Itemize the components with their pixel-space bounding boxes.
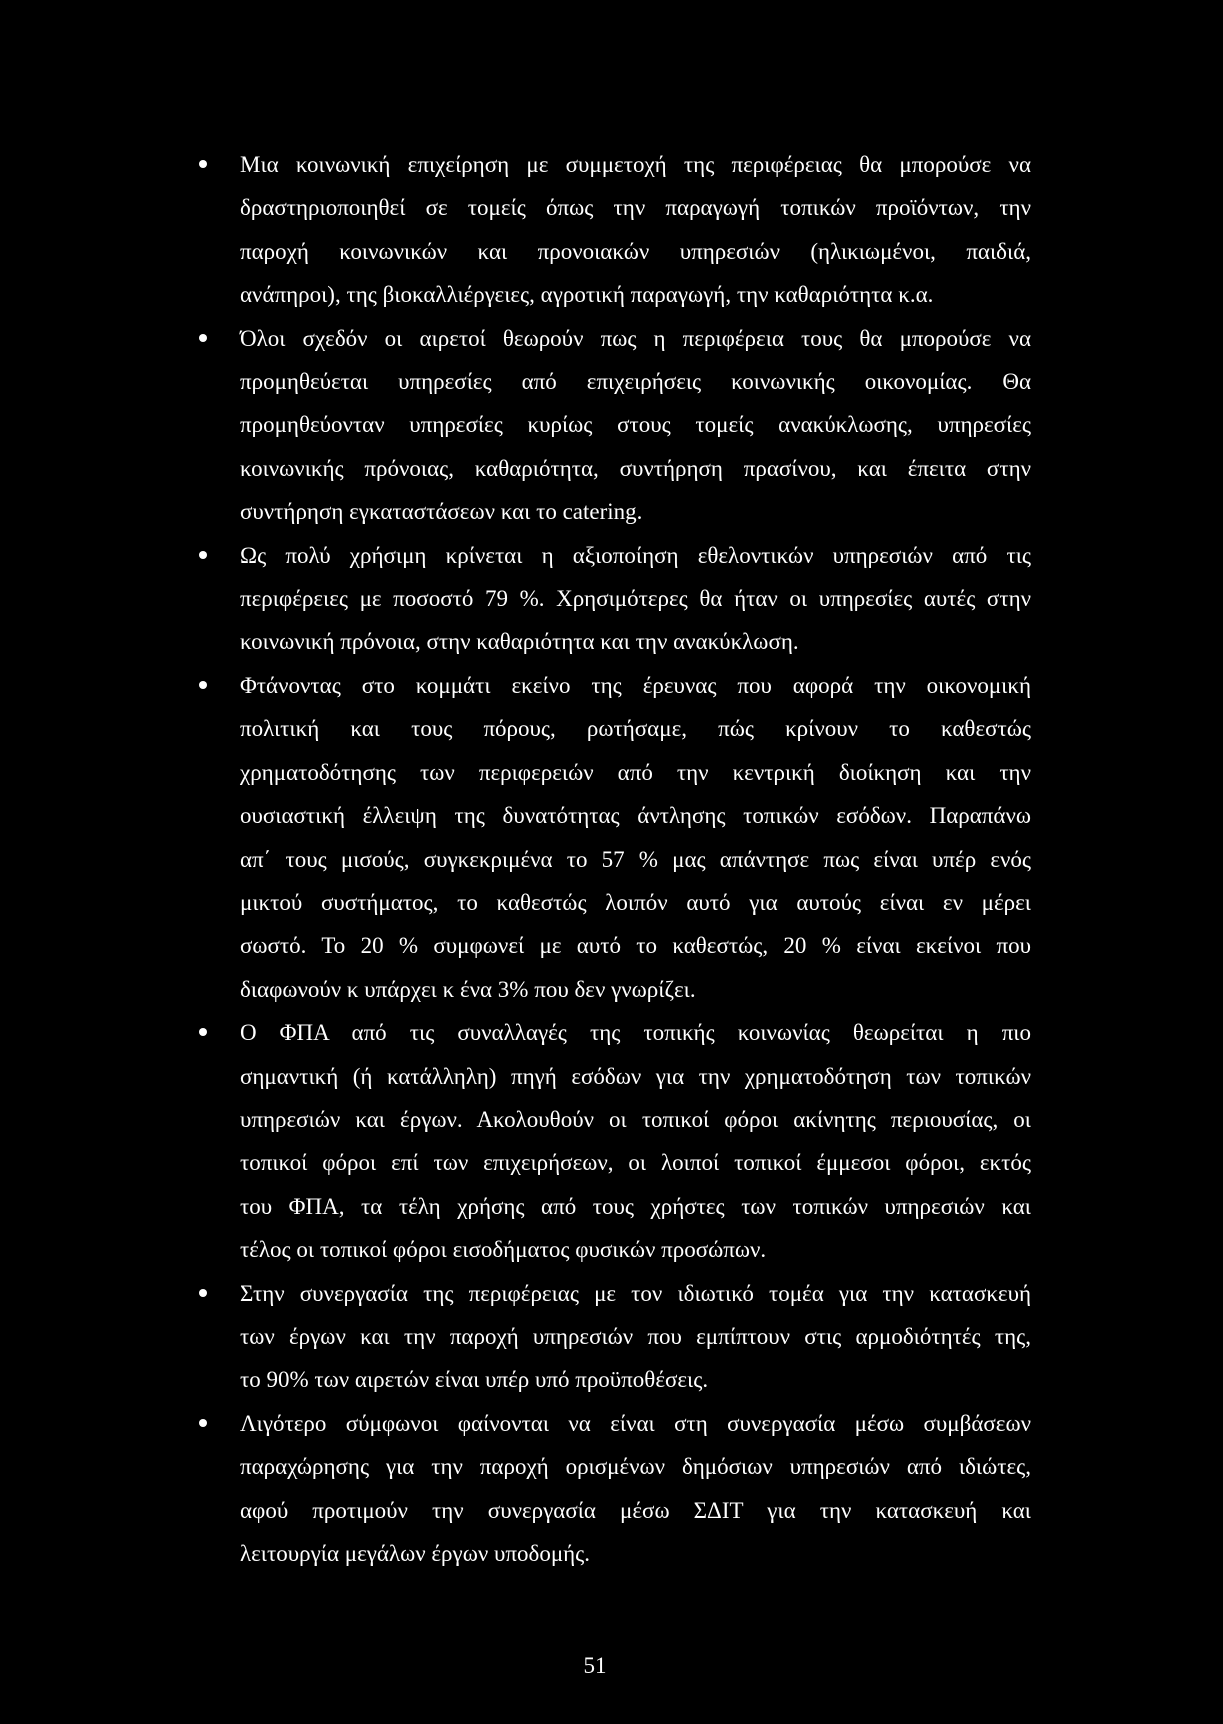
text-line: του ΦΠΑ, τα τέλη χρήσης από τους χρήστες των τοπικών υπηρεσιών και <box>240 1193 1031 1219</box>
text-line: Στην συνεργασία της περιφέρειας με τον ιδιωτικό τομέα για την κατασκευή <box>240 1280 1031 1306</box>
bullet-icon <box>199 334 207 342</box>
text-line: Λιγότερο σύμφωνοι φαίνονται να είναι στη συνεργασία μέσω συμβάσεων <box>240 1410 1031 1436</box>
bullet-paragraph <box>240 1402 1031 1576</box>
bullet-icon <box>199 1289 207 1297</box>
text-line: συντήρηση εγκαταστάσεων και το catering. <box>240 499 643 525</box>
text-line: παραχώρησης για την παροχή ορισμένων δημόσιων υπηρεσιών από ιδιώτες, <box>240 1454 1031 1480</box>
text-line: Φτάνοντας στο κομμάτι εκείνο της έρευνας που αφορά την οικονομική <box>240 672 1031 698</box>
text-line: λειτουργία μεγάλων έργων υποδομής. <box>240 1541 591 1566</box>
text-line: κοινωνικής πρόνοιας, καθαριότητα, συντήρηση πρασίνου, και έπειτα στην <box>240 455 1031 481</box>
text-line: ουσιαστική έλλειψη της δυνατότητας άντλησης τοπικών εσόδων. Παραπάνω <box>240 803 1031 829</box>
text-line: διαφωνούν κ υπάρχει κ ένα 3% που δεν γνωρίζει. <box>240 976 696 1002</box>
text-line: Μια κοινωνική επιχείρηση με συμμετοχή της περιφέρειας θα μπορούσε να <box>240 152 1031 177</box>
bullet-paragraph <box>240 534 1031 664</box>
text-line: παροχή κοινωνικών και προνοιακών υπηρεσιών (ηλικιωμένοι, παιδιά, <box>240 238 1031 264</box>
bullet-icon <box>199 160 207 168</box>
text-line: των έργων και την παροχή υπηρεσιών που εμπίπτουν στις αρμοδιότητές της, <box>240 1323 1031 1349</box>
bullet-icon <box>199 551 207 559</box>
bullet-list <box>240 143 1031 1575</box>
bullet-icon <box>199 1419 207 1427</box>
text-line: μικτού συστήματος, το καθεστώς λοιπόν αυτό για αυτούς είναι εν μέρει <box>240 889 1031 915</box>
text-line: Ο ΦΠΑ από τις συναλλαγές της τοπικής κοινωνίας θεωρείται η πιο <box>240 1020 1031 1046</box>
text-line: Ως πολύ χρήσιμη κρίνεται η αξιοποίηση εθελοντικών υπηρεσιών από τις <box>240 542 1031 568</box>
text-line: αφού προτιμούν την συνεργασία μέσω ΣΔΙΤ για την κατασκευή και <box>240 1497 1031 1523</box>
text-line: υπηρεσιών και έργων. Ακολουθούν οι τοπικοί φόροι ακίνητης περιουσίας, οι <box>240 1106 1031 1132</box>
bullet-icon <box>199 681 207 689</box>
text-line: προμηθεύεται υπηρεσίες από επιχειρήσεις κοινωνικής οικονομίας. Θα <box>240 369 1031 395</box>
text-line: τέλος οι τοπικοί φόροι εισοδήματος φυσικών προσώπων. <box>240 1237 767 1263</box>
bullet-paragraph <box>240 143 1031 317</box>
text-line: δραστηριοποιηθεί σε τομείς όπως την παραγωγή τοπικών προϊόντων, την <box>240 195 1031 221</box>
page-number: 51 <box>583 1653 607 1678</box>
text-line: απ΄ τους μισούς, συγκεκριμένα το 57 % μας απάντησε πως είναι υπέρ ενός <box>240 846 1031 872</box>
text-line: σημαντική (ή κατάλληλη) πηγή εσόδων για την χρηματοδότηση των τοπικών <box>240 1063 1031 1089</box>
text-line: το 90% των αιρετών είναι υπέρ υπό προϋποθέσεις. <box>240 1367 709 1393</box>
bullet-paragraph <box>240 1272 1031 1402</box>
bullet-icon <box>199 1028 207 1036</box>
text-line: τοπικοί φόροι επί των επιχειρήσεων, οι λοιποί τοπικοί έμμεσοι φόροι, εκτός <box>240 1150 1031 1176</box>
text-line: πολιτική και τους πόρους, ρωτήσαμε, πώς κρίνουν το καθεστώς <box>240 716 1031 742</box>
text-line: κοινωνική πρόνοια, στην καθαριότητα και την ανακύκλωση. <box>240 629 799 655</box>
text-line: Όλοι σχεδόν οι αιρετοί θεωρούν πως η περιφέρεια τους θα μπορούσε να <box>240 325 1031 351</box>
text-line: χρηματοδότησης των περιφερειών από την κεντρική διοίκηση και την <box>240 759 1031 785</box>
text-line: περιφέρειες με ποσοστό 79 %. Χρησιμότερες θα ήταν οι υπηρεσίες αυτές στην <box>240 586 1031 612</box>
bullet-paragraph <box>240 317 1031 534</box>
text-line: προμηθεύονταν υπηρεσίες κυρίως στους τομείς ανακύκλωσης, υπηρεσίες <box>240 412 1031 438</box>
text-line: σωστό. Το 20 % συμφωνεί με αυτό το καθεστώς, 20 % είναι εκείνοι που <box>240 933 1031 959</box>
text-line: ανάπηροι), της βιοκαλλιέργειες, αγροτική παραγωγή, την καθαριότητα κ.α. <box>240 282 934 308</box>
bullet-paragraph <box>240 664 1031 1011</box>
bullet-paragraph <box>240 1011 1031 1271</box>
